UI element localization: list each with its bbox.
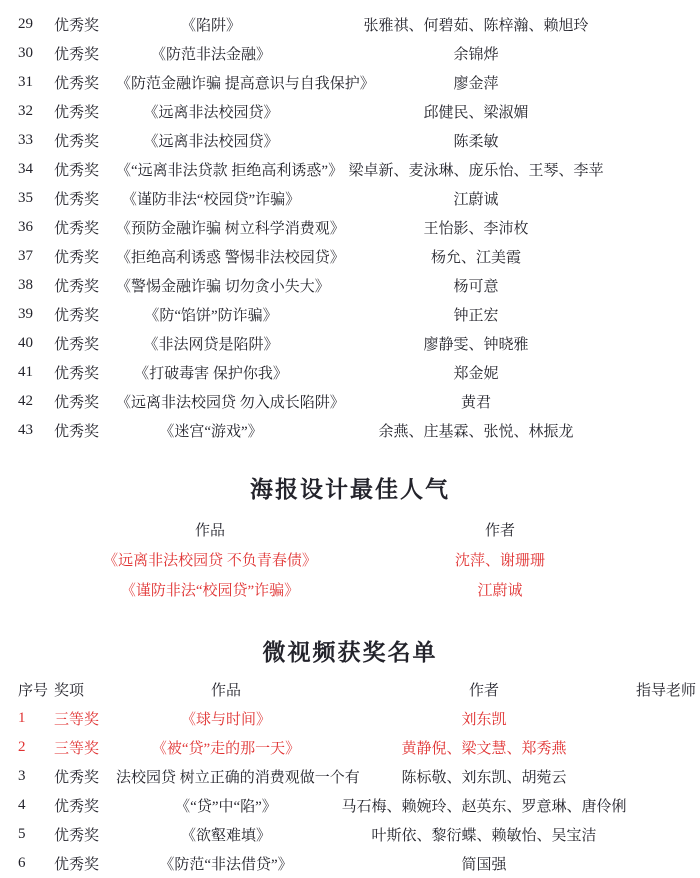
row-number: 38 <box>18 277 33 293</box>
authors-cell: 张雅祺、何碧茹、陈梓瀚、赖旭玲 <box>363 18 589 34</box>
work-cell: 《“贷”中“陷”》 <box>175 799 277 815</box>
authors-cell: 马石梅、赖婉玲、赵英东、罗意琳、唐伶俐 <box>341 799 627 815</box>
table-row <box>0 242 700 271</box>
authors-cell: 王怡影、李沛枚 <box>423 221 529 237</box>
table-row <box>0 574 700 604</box>
award-cell: 优秀奖 <box>54 47 100 63</box>
table-row <box>0 416 700 445</box>
award-cell: 优秀奖 <box>54 18 100 34</box>
award-cell: 优秀奖 <box>54 857 100 873</box>
column-headers <box>0 675 700 704</box>
work-cell: 《陷阱》 <box>180 18 241 34</box>
award-cell: 优秀奖 <box>54 279 100 295</box>
work-cell: 《远离非法校园贷》 <box>143 105 279 121</box>
authors-cell: 陈柔敏 <box>453 134 499 150</box>
award-cell: 优秀奖 <box>54 799 100 815</box>
row-number: 36 <box>18 219 33 235</box>
row-number: 34 <box>18 161 33 177</box>
table-row <box>0 849 700 878</box>
authors-cell: 余锦烨 <box>453 47 499 63</box>
section-title-micro-video: 微视频获奖名单 <box>262 640 438 665</box>
award-cell: 优秀奖 <box>54 337 100 353</box>
table-row <box>0 733 700 762</box>
award-cell: 优秀奖 <box>54 770 100 786</box>
work-cell: 《打破毒害 保护你我》 <box>134 366 288 382</box>
micro-video-award-section <box>0 634 700 878</box>
authors-cell: 邱健民、梁淑媚 <box>423 105 529 121</box>
table-row <box>0 300 700 329</box>
teacher-column-header: 指导老师 <box>635 683 696 699</box>
table-row <box>0 704 700 733</box>
row-number: 39 <box>18 306 33 322</box>
poster-popularity-section <box>0 471 700 604</box>
no-column-header: 序号 <box>18 683 49 699</box>
row-number: 33 <box>18 132 33 148</box>
work-column-header: 作品 <box>210 683 241 699</box>
table-row <box>0 184 700 213</box>
row-number: 43 <box>18 422 33 438</box>
poster-award-list <box>0 6 700 445</box>
work-cell: 《预防金融诈骗 树立科学消费观》 <box>116 221 345 237</box>
award-cell: 优秀奖 <box>54 192 100 208</box>
row-number: 29 <box>18 16 33 32</box>
table-row <box>0 97 700 126</box>
row-number: 6 <box>18 855 26 871</box>
row-number: 41 <box>18 364 33 380</box>
work-cell: 《谨防非法“校园贷”诈骗》 <box>120 582 300 599</box>
authors-cell: 江蔚诚 <box>453 192 499 208</box>
table-row <box>0 544 700 574</box>
work-cell: 《防“馅饼”防诈骗》 <box>144 308 278 324</box>
row-number: 40 <box>18 335 33 351</box>
work-cell: 《警惕金融诈骗 切勿贪小失大》 <box>116 279 330 295</box>
authors-cell: 江蔚诚 <box>477 582 523 599</box>
authors-cell: 杨可意 <box>453 279 499 295</box>
authors-cell: 廖静雯、钟晓雅 <box>423 337 529 353</box>
award-cell: 优秀奖 <box>54 395 100 411</box>
work-cell: 《远离非法校园贷 不负青春债》 <box>103 552 317 569</box>
award-cell: 优秀奖 <box>54 366 100 382</box>
award-cell: 三等奖 <box>54 712 100 728</box>
table-row <box>0 68 700 97</box>
table-row <box>0 762 700 791</box>
table-row <box>0 155 700 184</box>
award-cell: 优秀奖 <box>54 76 100 92</box>
row-number: 42 <box>18 393 33 409</box>
work-cell: 法校园贷 树立正确的消费观做一个有 <box>116 770 360 786</box>
row-number: 32 <box>18 103 33 119</box>
authors-cell: 简国强 <box>461 857 507 873</box>
authors-cell: 杨允、江美霞 <box>430 250 521 266</box>
work-cell: 《防范金融诈骗 提高意识与自我保护》 <box>116 76 375 92</box>
work-cell: 《“远离非法贷款 拒绝高利诱惑”》 <box>116 163 344 179</box>
authors-cell: 廖金萍 <box>453 76 499 92</box>
table-row <box>0 358 700 387</box>
row-number: 30 <box>18 45 33 61</box>
row-number: 1 <box>18 710 26 726</box>
authors-cell: 郑金妮 <box>453 366 499 382</box>
section-title-poster-popularity: 海报设计最佳人气 <box>250 477 450 502</box>
award-cell: 优秀奖 <box>54 134 100 150</box>
authors-cell: 黄君 <box>460 395 491 411</box>
award-column-header: 奖项 <box>54 683 85 699</box>
row-number: 3 <box>18 768 26 784</box>
table-row <box>0 820 700 849</box>
award-cell: 优秀奖 <box>54 250 100 266</box>
authors-cell: 刘东凯 <box>461 712 507 728</box>
row-number: 35 <box>18 190 33 206</box>
authors-cell: 叶斯依、黎衍蝶、赖敏怡、吴宝洁 <box>371 828 597 844</box>
award-cell: 优秀奖 <box>54 221 100 237</box>
column-headers <box>0 514 700 544</box>
work-cell: 《欲壑难填》 <box>180 828 271 844</box>
table-row <box>0 271 700 300</box>
authors-cell: 钟正宏 <box>453 308 499 324</box>
row-number: 37 <box>18 248 33 264</box>
table-row <box>0 213 700 242</box>
table-row <box>0 329 700 358</box>
award-cell: 优秀奖 <box>54 163 100 179</box>
row-number: 2 <box>18 739 26 755</box>
authors-cell: 陈标敬、刘东凯、胡菀云 <box>401 770 567 786</box>
table-row <box>0 10 700 39</box>
work-cell: 《拒绝高利诱惑 警惕非法校园贷》 <box>116 250 345 266</box>
work-cell: 《远离非法校园贷 勿入成长陷阱》 <box>116 395 345 411</box>
work-cell: 《谨防非法“校园贷”诈骗》 <box>121 192 301 208</box>
table-row <box>0 387 700 416</box>
award-cell: 优秀奖 <box>54 424 100 440</box>
award-cell: 优秀奖 <box>54 828 100 844</box>
work-cell: 《被“贷”走的那一天》 <box>151 741 301 757</box>
authors-cell: 沈萍、谢珊珊 <box>454 552 545 569</box>
author-column-header: 作者 <box>468 683 499 699</box>
work-cell: 《迷宫“游戏”》 <box>159 424 263 440</box>
work-cell: 《球与时间》 <box>180 712 271 728</box>
work-cell: 《非法网贷是陷阱》 <box>143 337 279 353</box>
work-cell: 《远离非法校园贷》 <box>143 134 279 150</box>
authors-cell: 梁卓新、麦泳琳、庞乐怡、王琴、李苹 <box>348 163 604 179</box>
authors-cell: 黄静倪、梁文慧、郑秀燕 <box>401 741 567 757</box>
work-cell: 《防范非法金融》 <box>150 47 271 63</box>
award-cell: 优秀奖 <box>54 105 100 121</box>
row-number: 5 <box>18 826 26 842</box>
author-column-header: 作者 <box>484 522 515 539</box>
work-cell: 《防范“非法借贷”》 <box>159 857 293 873</box>
award-cell: 三等奖 <box>54 741 100 757</box>
row-number: 31 <box>18 74 33 90</box>
table-row <box>0 126 700 155</box>
award-cell: 优秀奖 <box>54 308 100 324</box>
table-row <box>0 791 700 820</box>
work-column-header: 作品 <box>194 522 225 539</box>
table-row <box>0 39 700 68</box>
authors-cell: 余燕、庄基霖、张悦、林振龙 <box>378 424 574 440</box>
row-number: 4 <box>18 797 26 813</box>
